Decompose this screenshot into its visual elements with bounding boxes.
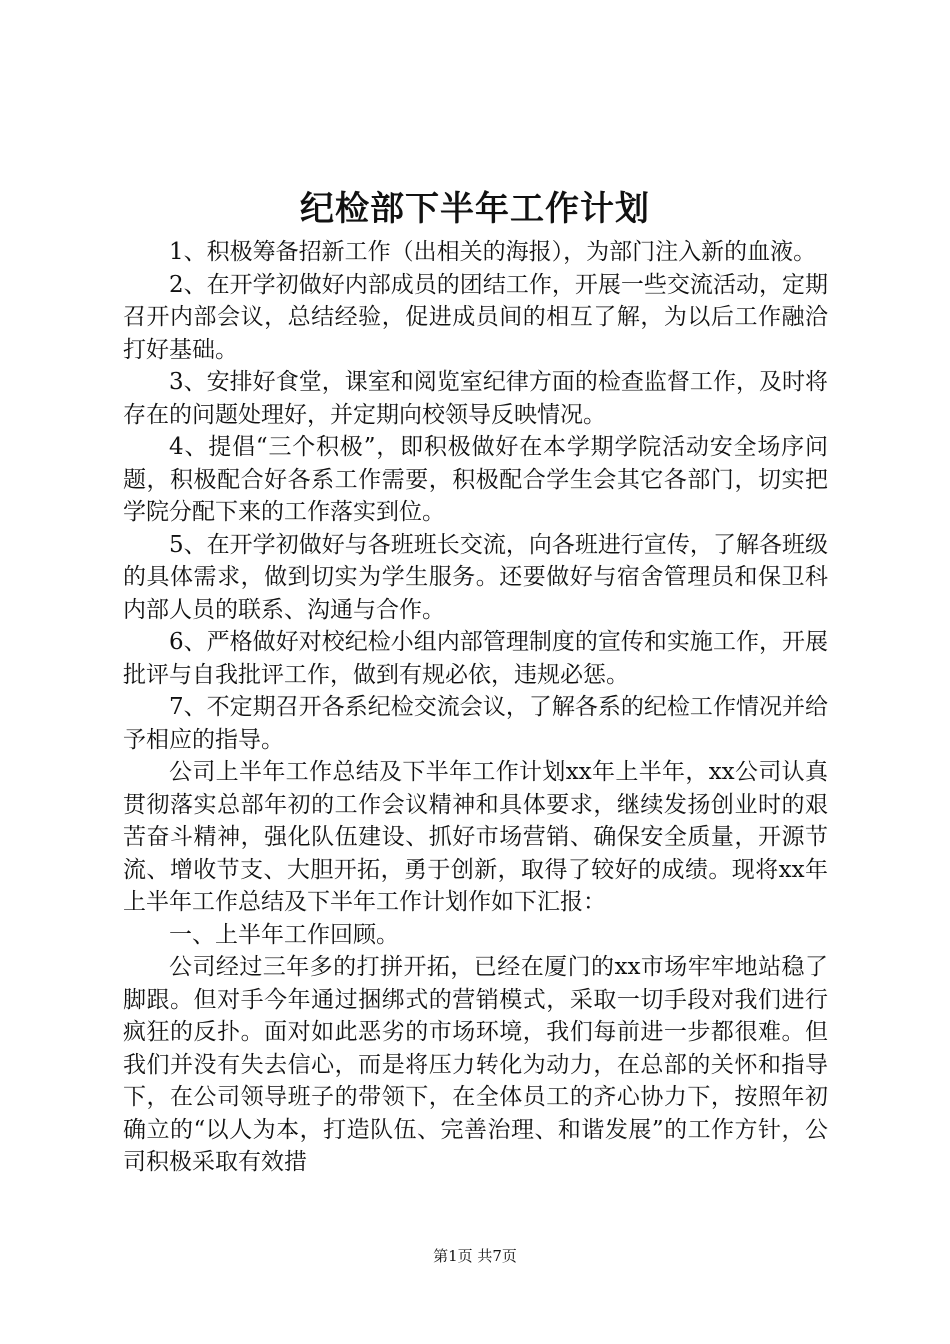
document-body <box>123 236 828 1179</box>
paragraph-5: 5、在开学初做好与各班班长交流，向各班进行宣传，了解各班级的具体需求，做到切实为学生服务。还要做好与宿舍管理员和保卫科内部人员的联系、沟通与合作。 <box>123 531 828 623</box>
paragraph-4: 4、提倡“三个积极”，即积极做好在本学期学院活动安全场序问题，积极配合好各系工作需要，积极配合学生会其它各部门，切实把学院分配下来的工作落实到位。 <box>123 434 828 525</box>
paragraph-7: 7、不定期召开各系纪检交流会议，了解各系的纪检工作情况并给予相应的指导。 <box>123 694 828 753</box>
section-heading-review: 一、上半年工作回顾。 <box>169 921 399 948</box>
paragraph-review: 公司经过三年多的打拼开拓，已经在厦门的xx市场牢牢地站稳了脚跟。但对手今年通过捆绑式的营销模式，采取一切手段对我们进行疯狂的反扑。面对如此恶劣的市场环境，我们每前进一步都很难。但我们并没有失去信心，而是将压力转化为动力，在总部的关怀和指导下，在公司领导班子的带领下，在全体员工的齐心协力下，按照年初确立的“以人为本，打造队伍、完善治理、和谐发展”的工作方针，公司积极采取有效措 <box>123 954 828 1175</box>
paragraph-summary: 公司上半年工作总结及下半年工作计划xx年上半年，xx公司认真贯彻落实总部年初的工作会议精神和具体要求，继续发扬创业时的艰苦奋斗精神，强化队伍建设、抓好市场营销、确保安全质量，开源节流、增收节支、大胆开拓，勇于创新，取得了较好的成绩。现将xx年上半年工作总结及下半年工作计划作如下汇报： <box>123 759 828 915</box>
paragraph-2: 2、在开学初做好内部成员的团结工作，开展一些交流活动，定期召开内部会议，总结经验，促进成员间的相互了解，为以后工作融洽打好基础。 <box>123 271 828 363</box>
paragraph-1: 1、积极筹备招新工作（出相关的海报），为部门注入新的血液。 <box>169 239 817 265</box>
paragraph-3: 3、安排好食堂，课室和阅览室纪律方面的检查监督工作，及时将存在的问题处理好，并定期向校领导反映情况。 <box>123 369 828 428</box>
paragraph-6: 6、严格做好对校纪检小组内部管理制度的宣传和实施工作，开展批评与自我批评工作，做到有规必依，违规必惩。 <box>123 629 828 688</box>
page-number: 第1页 共7页 <box>433 1247 517 1265</box>
document-title: 纪检部下半年工作计划 <box>300 189 650 229</box>
